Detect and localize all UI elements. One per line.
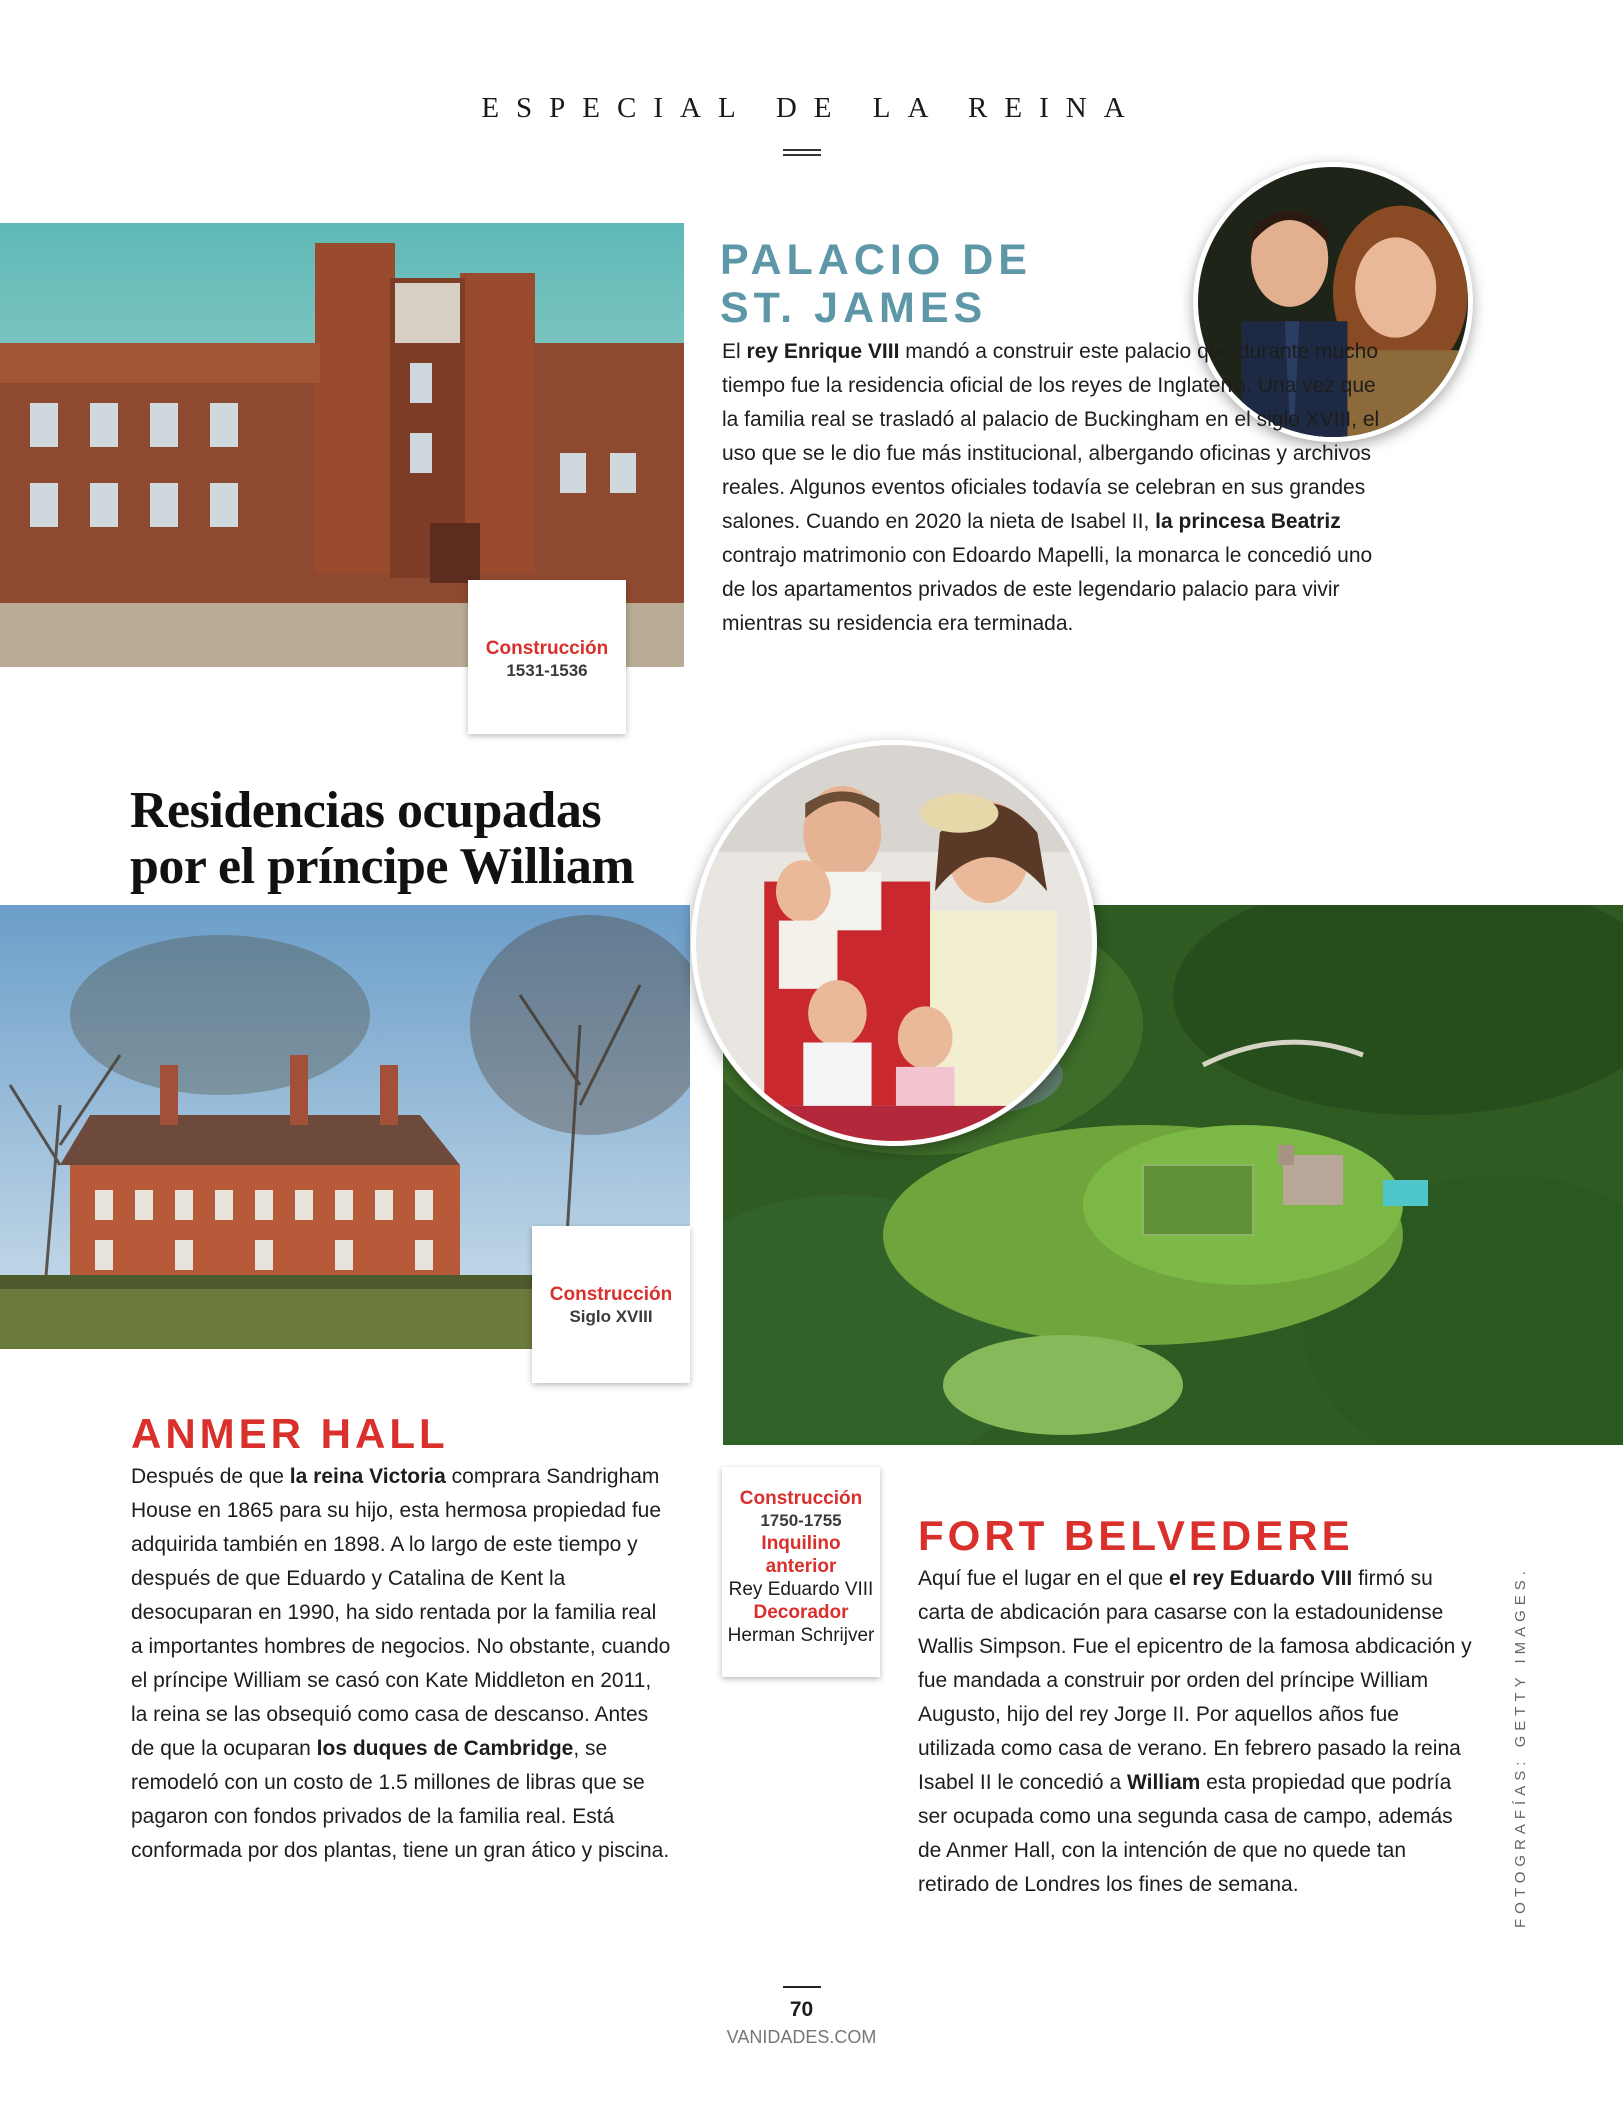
caption-label-construccion: Construcción [739,1488,863,1509]
fort-belvedere-body [918,1562,1476,1902]
st-james-title-line2: ST. JAMES [720,284,988,332]
anmer-hall-body-paragraph: Después de que la reina Victoria comprara Sandrigham House en 1865 para su hijo, esta hermosa propiedad fue adquirida también en 1898. A lo largo de este tiempo y después de que Eduardo y Catalina de Kent la desocuparan en 1990, ha sido rentada por la familia real a importantes hombres de negocios. No obstante, cuando el príncipe William se casó con Kate Middleton en 2011, la reina se las obsequió como casa de descanso. Antes de que la ocuparan los duques de Cambridge, se remodeló con un costo de 1.5 millones de libras que se pagaron con fondos privados de la familia real. Está conformada por dos plantas, tiene un gran ático y piscina. [131,1465,671,1862]
footer-rule [783,1986,821,1988]
caption-label: Construcción [485,638,609,659]
fort-belvedere-title: FORT BELVEDERE [918,1512,1354,1559]
caption-value-construccion: 1750-1755 [760,1511,842,1530]
st-james-caption-box [468,580,626,734]
anmer-hall-caption-box [532,1226,690,1383]
header-rule [783,149,821,151]
fort-belvedere-caption-box [722,1467,880,1677]
cambridge-family-portrait [691,740,1097,1146]
caption-label-inquilino-1: Inquilino [761,1533,841,1554]
fort-belvedere-body-paragraph: Aquí fue el lugar en el que el rey Eduardo VIII firmó su carta de abdicación para casarse con la estadounidense Wallis Simpson. Fue el epicentro de la famosa abdicación y fue mandada a construir por orden del príncipe William Augusto, hijo del rey Jorge II. Por aquellos años fue utilizada como casa de verano. En febrero pasado la reina Isabel II le concedió a William esta propiedad que podría ser ocupada como una segunda casa de campo, además de Anmer Hall, con la intención de que no quede tan retirado de Londres los fines de semana. [918,1567,1472,1896]
st-james-title [720,236,1032,332]
william-section-title-line1: Residencias ocupadas [130,782,602,839]
section-title: ESPECIAL DE LA REINA [481,92,1142,124]
caption-value-decorador: Herman Schrijver [727,1625,875,1646]
caption-label: Construcción [549,1284,673,1305]
william-section-title-line2: por el príncipe William [130,838,635,895]
caption-label-inquilino-2: anterior [765,1556,837,1577]
caption-label-decorador: Decorador [753,1602,849,1623]
caption-value: Siglo XVIII [569,1307,653,1326]
caption-value: 1531-1536 [506,661,588,680]
header-rule [783,154,821,156]
anmer-hall-body [131,1460,671,1868]
william-section-title [130,783,634,895]
st-james-body-paragraph: El rey Enrique VIII mandó a construir este palacio que durante mucho tiempo fue la residencia oficial de los reyes de Inglaterra. Una vez que la familia real se trasladó al palacio de Buckingham en el siglo XVIII, el uso que se le dio fue más institucional, albergando oficinas y archivos reales. Algunos eventos oficiales todavía se celebran en sus grandes salones. Cuando en 2020 la nieta de Isabel II, la princesa Beatriz contrajo matrimonio con Edoardo Mapelli, la monarca le concedió uno de los apartamentos privados de este legendario palacio para vivir mientras su residencia era terminada. [722,340,1380,635]
site-url: VANIDADES.COM [726,2027,877,2047]
st-james-title-line1: PALACIO DE [720,236,1032,284]
photo-credit: FOTOGRAFÍAS: GETTY IMAGES. [1512,1566,1529,1928]
caption-value-inquilino: Rey Eduardo VIII [728,1579,874,1600]
page-number: 70 [789,1998,814,2021]
anmer-hall-title: ANMER HALL [131,1410,449,1457]
st-james-body [722,335,1392,641]
